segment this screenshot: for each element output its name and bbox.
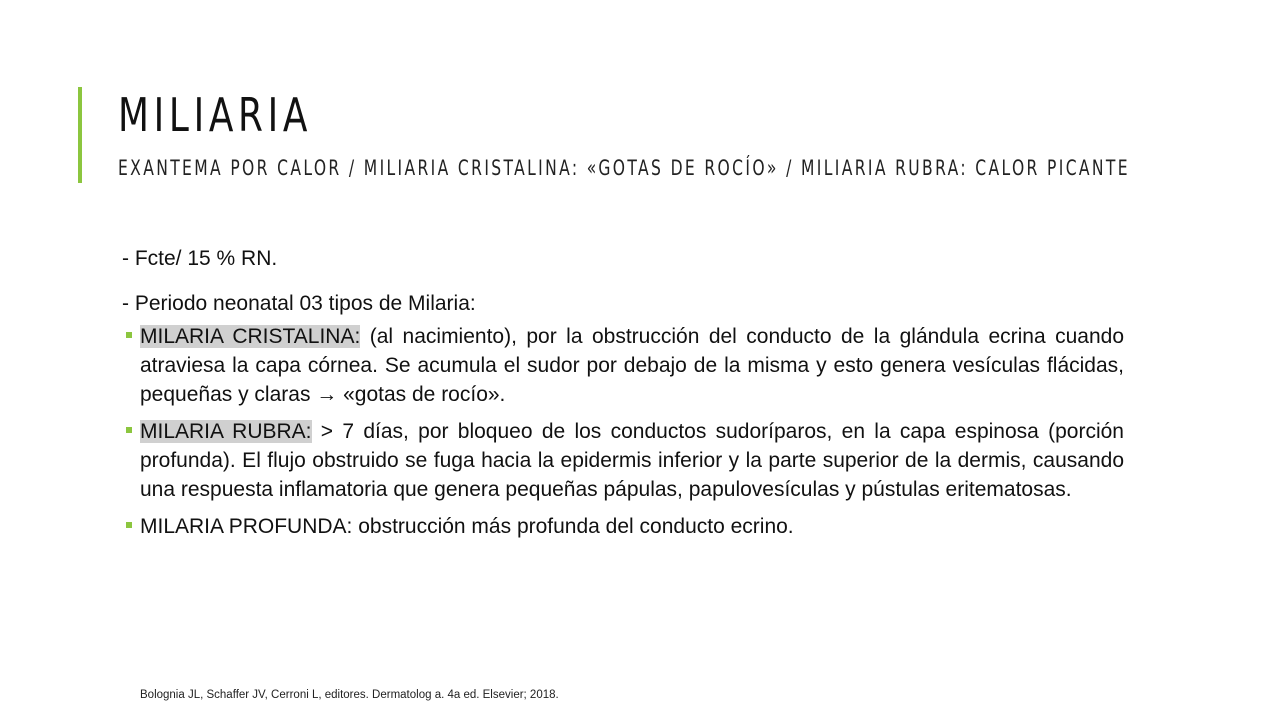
bullet-item-rubra [122,417,1124,504]
bullet-text: (al nacimiento), por la obstrucción del conducto de la glándula ecrina cuando atraviesa la capa córnea. Se acumula el sudor por debajo de la misma y esto genera vesículas flácidas, pequeñas y claras → «gotas de rocío». [140,325,1125,406]
reference-citation: Bolognia JL, Schaffer JV, Cerroni L, editores. Dermatolog a. 4a ed. Elsevier; 2018. [140,689,559,701]
bullet-item-profunda [122,512,1124,541]
bullet-text: obstrucción más profunda del conducto ecrino. [352,515,794,538]
slide-subtitle: EXANTEMA POR CALOR / MILIARIA CRISTALINA: «GOTAS DE ROCÍO» / MILIARIA RUBRA: CALOR PICANTE [118,156,1130,180]
bullet-text: > 7 días, por bloqueo de los conductos sudoríparos, en la capa espinosa (porción profunda). El flujo obstruido se fuga hacia la epidermis inferior y la parte superior de la dermis, causando una respuesta inflamatoria que genera pequeñas pápulas, papulovesículas y pústulas eritematosas. [140,420,1124,501]
bullet-list [122,322,1124,541]
title-accent-bar [78,87,82,183]
square-bullet-icon [126,332,132,338]
bullet-item-cristalina [122,322,1124,409]
square-bullet-icon [126,427,132,433]
bullet-term: MILARIA CRISTALINA: [140,325,361,348]
body-line-frequency: - Fcte/ 15 % RN. [122,247,278,270]
body-line-types: - Periodo neonatal 03 tipos de Milaria: [122,292,476,315]
square-bullet-icon [126,522,132,528]
bullet-term: MILARIA PROFUNDA: [140,515,353,538]
bullet-term: MILARIA RUBRA: [140,420,312,443]
slide-title: MILIARIA [118,88,313,142]
slide-body [122,244,1124,549]
